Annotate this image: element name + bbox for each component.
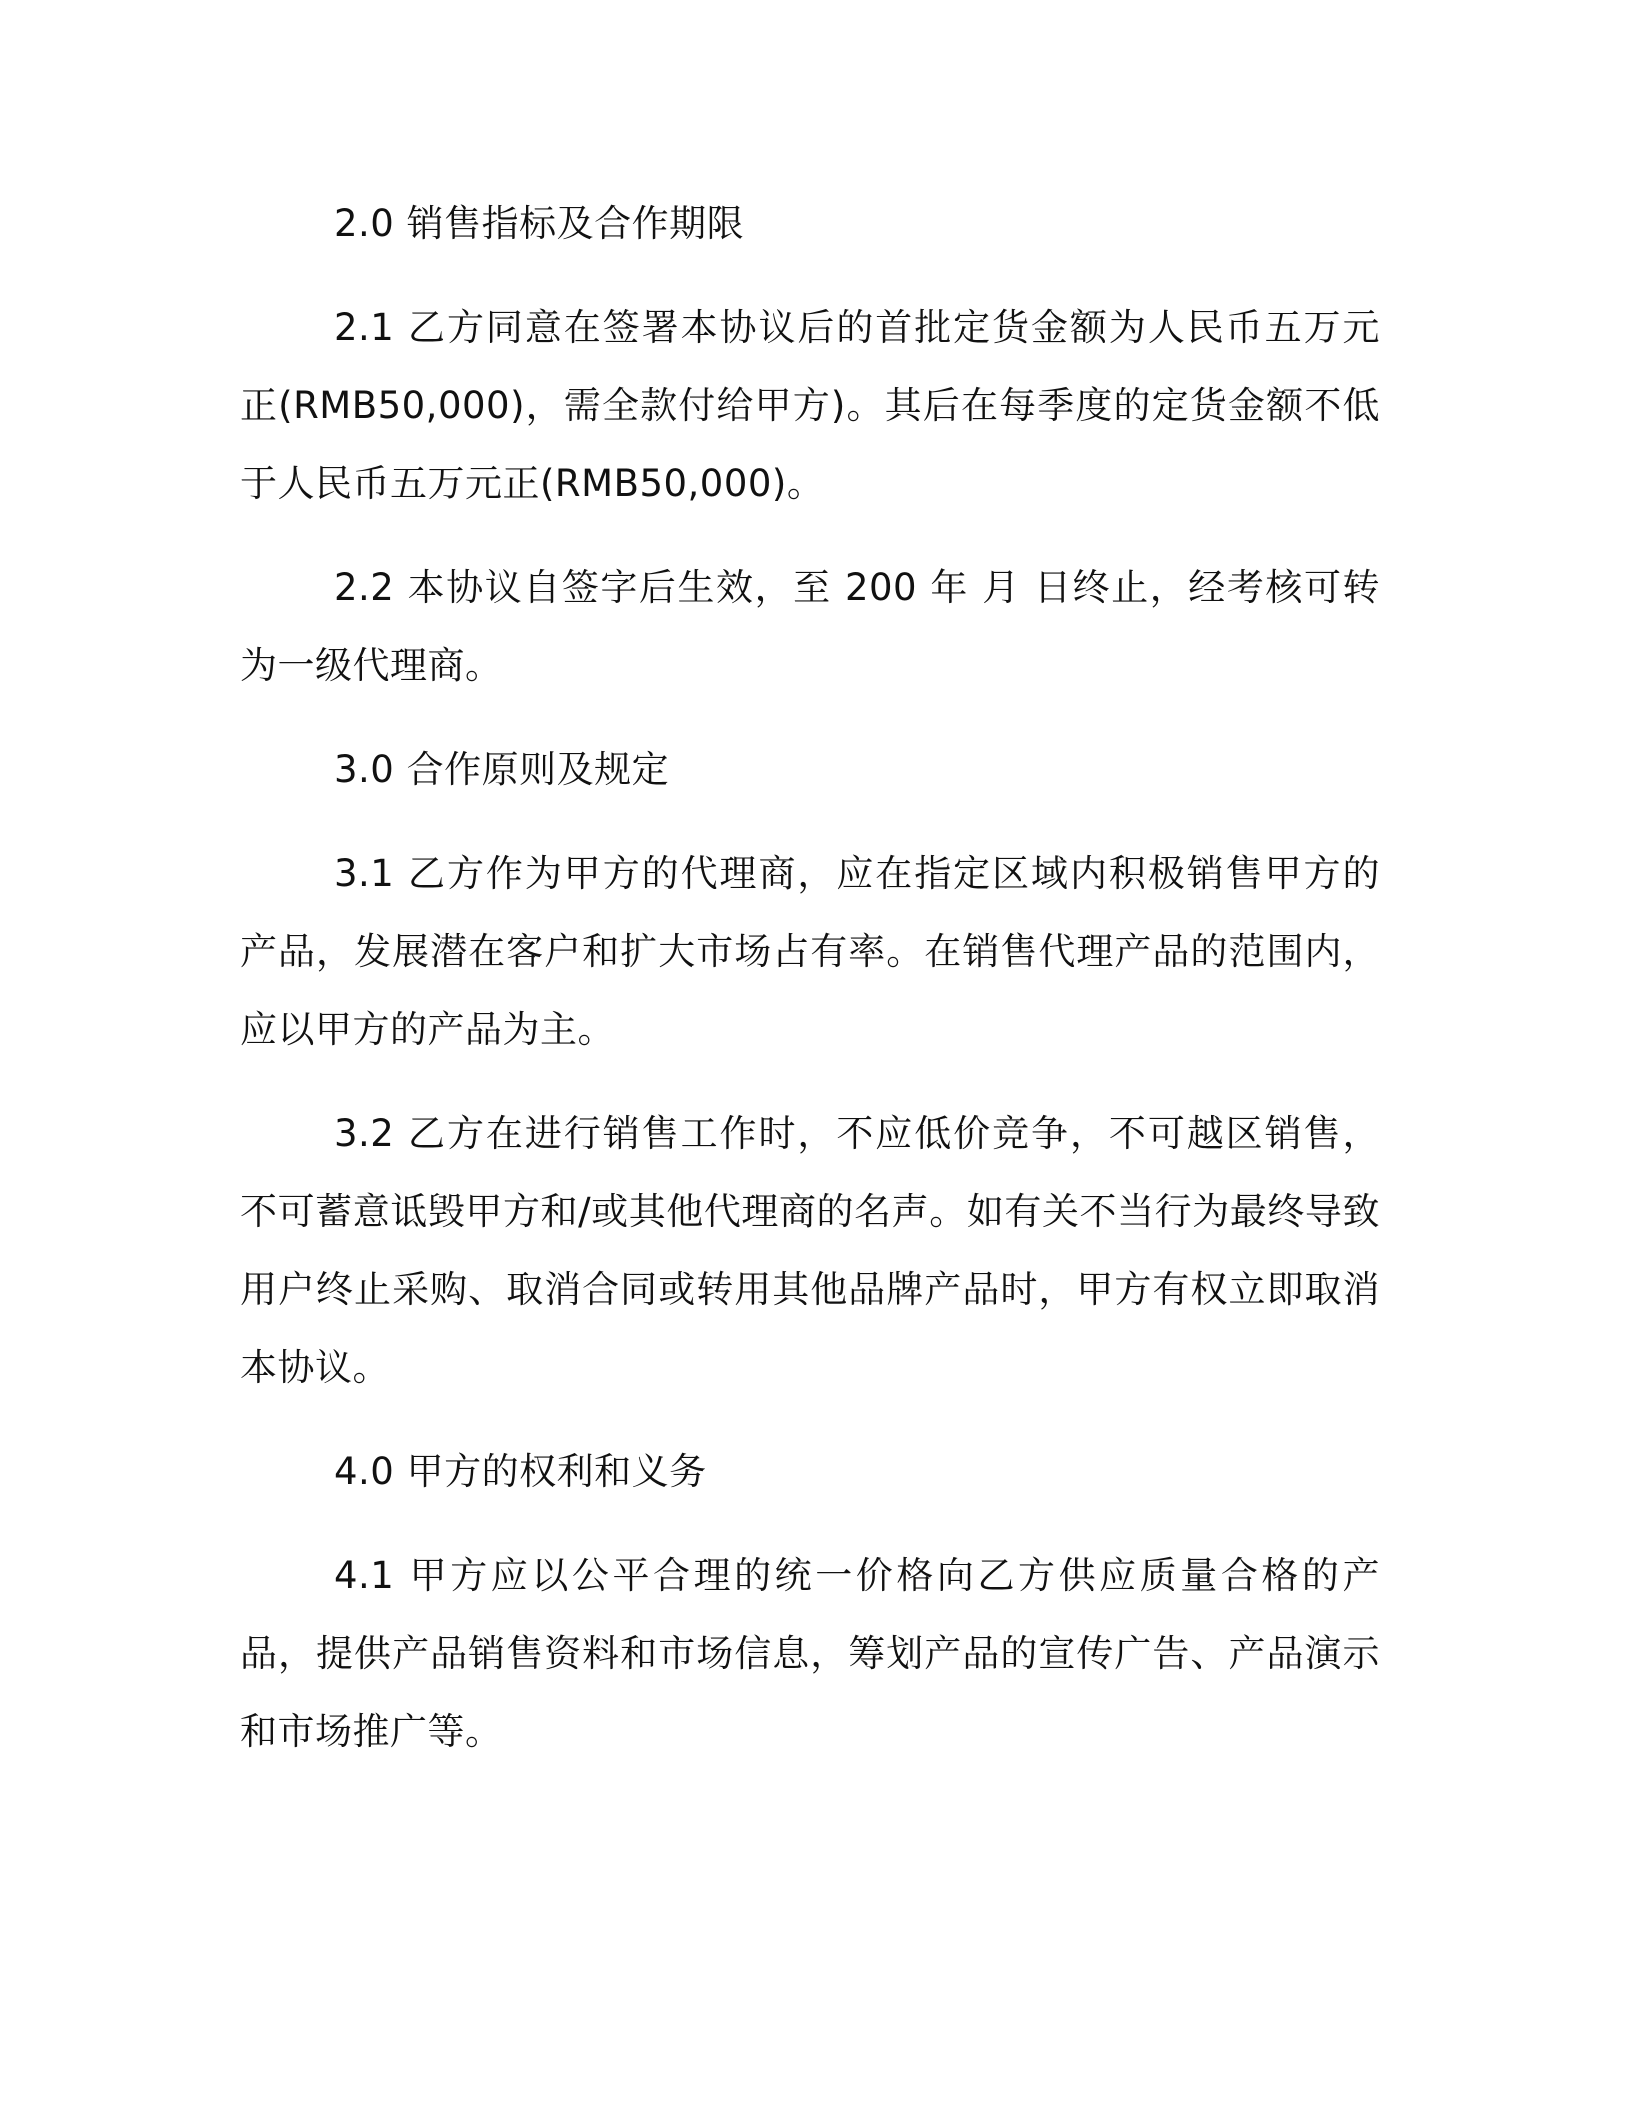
- clause-3-1: 3.1 乙方作为甲方的代理商，应在指定区域内积极销售甲方的产品，发展潜在客户和扩大市场占有率。在销售代理产品的范围内，应以甲方的产品为主。: [240, 852, 1380, 1051]
- clause-4-1: 4.1 甲方应以公平合理的统一价格向乙方供应质量合格的产品，提供产品销售资料和市场信息，筹划产品的宣传广告、产品演示和市场推广等。: [240, 1554, 1380, 1753]
- section-heading-3-0: 3.0 合作原则及规定: [334, 748, 670, 791]
- section-heading-2-0: 2.0 销售指标及合作期限: [334, 202, 745, 245]
- document-body: [240, 185, 1380, 1797]
- clause-3-2: 3.2 乙方在进行销售工作时，不应低价竞争，不可越区销售，不可蓄意诋毁甲方和/或其他代理商的名声。如有关不当行为最终导致用户终止采购、取消合同或转用其他品牌产品时，甲方有权立即取消本协议。: [240, 1112, 1380, 1389]
- clause-2-2: 2.2 本协议自签字后生效，至 200 年 月 日终止，经考核可转为一级代理商。: [240, 566, 1380, 687]
- section-heading-4-0: 4.0 甲方的权利和义务: [334, 1450, 707, 1493]
- clause-2-1: 2.1 乙方同意在签署本协议后的首批定货金额为人民币五万元正(RMB50,000)，需全款付给甲方)。其后在每季度的定货金额不低于人民币五万元正(RMB50,000)。: [240, 306, 1380, 505]
